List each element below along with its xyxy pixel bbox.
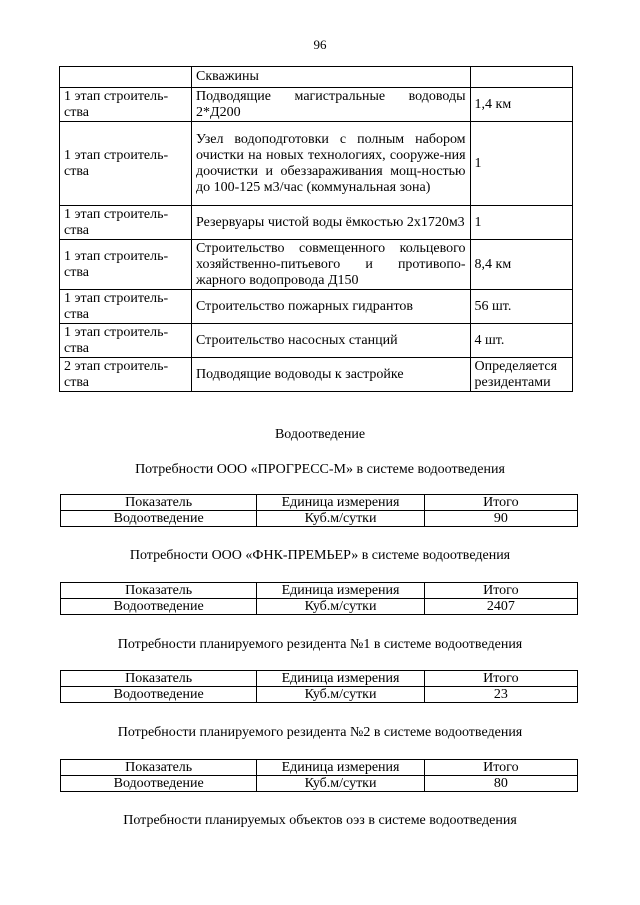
table-row <box>60 206 573 240</box>
needs-table <box>60 582 578 615</box>
item-cell: Строительство насосных станций <box>192 324 471 358</box>
header-cell: Показатель <box>61 671 257 687</box>
table-row <box>60 122 573 206</box>
needs-table-title: Потребности планируемого резидента №1 в системе водоотведения <box>117 637 523 652</box>
header-cell: Единица измерения <box>257 583 424 599</box>
header-row <box>61 671 578 687</box>
table-row <box>61 599 578 615</box>
unit-cell: Куб.м/сутки <box>257 776 424 792</box>
header-cell: Итого <box>424 760 577 776</box>
item-cell: Скважины <box>192 67 471 88</box>
total-cell: 2407 <box>424 599 577 615</box>
stage-cell: 2 этап строитель-ства <box>60 358 192 392</box>
header-cell: Итого <box>424 495 577 511</box>
item-cell: Подводящие магистральные водоводы 2*Д200 <box>192 88 471 122</box>
stage-cell: 1 этап строитель-ства <box>60 206 192 240</box>
item-cell: Строительство пожарных гидрантов <box>192 290 471 324</box>
header-cell: Единица измерения <box>257 760 424 776</box>
value-cell: 1 <box>470 206 572 240</box>
total-cell: 80 <box>424 776 577 792</box>
unit-cell: Куб.м/сутки <box>257 599 424 615</box>
header-cell: Итого <box>424 583 577 599</box>
header-cell: Единица измерения <box>257 671 424 687</box>
header-row <box>61 583 578 599</box>
table-row <box>60 290 573 324</box>
value-cell: 1,4 км <box>470 88 572 122</box>
value-cell: Определяется резидентами <box>470 358 572 392</box>
header-cell: Единица измерения <box>257 495 424 511</box>
infrastructure-table <box>59 66 573 392</box>
value-cell: 1 <box>470 122 572 206</box>
stage-cell: 1 этап строитель-ства <box>60 122 192 206</box>
table-row <box>60 358 573 392</box>
table-row <box>60 67 573 88</box>
value-cell: 8,4 км <box>470 240 572 290</box>
needs-table-title: Потребности ООО «ФНК-ПРЕМЬЕР» в системе водоотведения <box>129 548 511 563</box>
indicator-cell: Водоотведение <box>61 687 257 703</box>
needs-table <box>60 494 578 527</box>
header-cell: Показатель <box>61 495 257 511</box>
stage-cell: 1 этап строитель-ства <box>60 240 192 290</box>
header-row <box>61 760 578 776</box>
table-row <box>60 88 573 122</box>
needs-table-title: Потребности ООО «ПРОГРЕСС-М» в системе водоотведения <box>135 462 505 477</box>
stage-cell: 1 этап строитель-ства <box>60 324 192 358</box>
section-title: Водоотведение <box>274 427 366 442</box>
stage-cell: 1 этап строитель-ства <box>60 88 192 122</box>
table-row <box>60 324 573 358</box>
stage-cell <box>60 67 192 88</box>
value-cell: 56 шт. <box>470 290 572 324</box>
unit-cell: Куб.м/сутки <box>257 511 424 527</box>
table-row <box>61 511 578 527</box>
indicator-cell: Водоотведение <box>61 776 257 792</box>
item-cell: Строительство совмещенного кольцевого хозяйственно-питьевого и противопо-жарного водопровода Д150 <box>192 240 471 290</box>
total-cell: 23 <box>424 687 577 703</box>
needs-table-title: Потребности планируемого резидента №2 в системе водоотведения <box>117 725 523 740</box>
indicator-cell: Водоотведение <box>61 511 257 527</box>
stage-cell: 1 этап строитель-ства <box>60 290 192 324</box>
header-cell: Итого <box>424 671 577 687</box>
indicator-cell: Водоотведение <box>61 599 257 615</box>
needs-table <box>60 759 578 792</box>
page-number: 96 <box>313 37 327 52</box>
item-cell: Подводящие водоводы к застройке <box>192 358 471 392</box>
closing-heading: Потребности планируемых объектов оэз в системе водоотведения <box>123 813 517 828</box>
unit-cell: Куб.м/сутки <box>257 687 424 703</box>
header-row <box>61 495 578 511</box>
needs-table <box>60 670 578 703</box>
table-row <box>60 240 573 290</box>
item-cell: Резервуары чистой воды ёмкостью 2х1720м3 <box>192 206 471 240</box>
table-row <box>61 776 578 792</box>
value-cell <box>470 67 572 88</box>
table-row <box>61 687 578 703</box>
value-cell: 4 шт. <box>470 324 572 358</box>
item-cell: Узел водоподготовки с полным набором очистки на новых технологиях, сооруже-ния доочистки и обеззараживания мощ-ностью до 100-125 м3/час (коммунальная зона) <box>192 122 471 206</box>
total-cell: 90 <box>424 511 577 527</box>
header-cell: Показатель <box>61 760 257 776</box>
header-cell: Показатель <box>61 583 257 599</box>
